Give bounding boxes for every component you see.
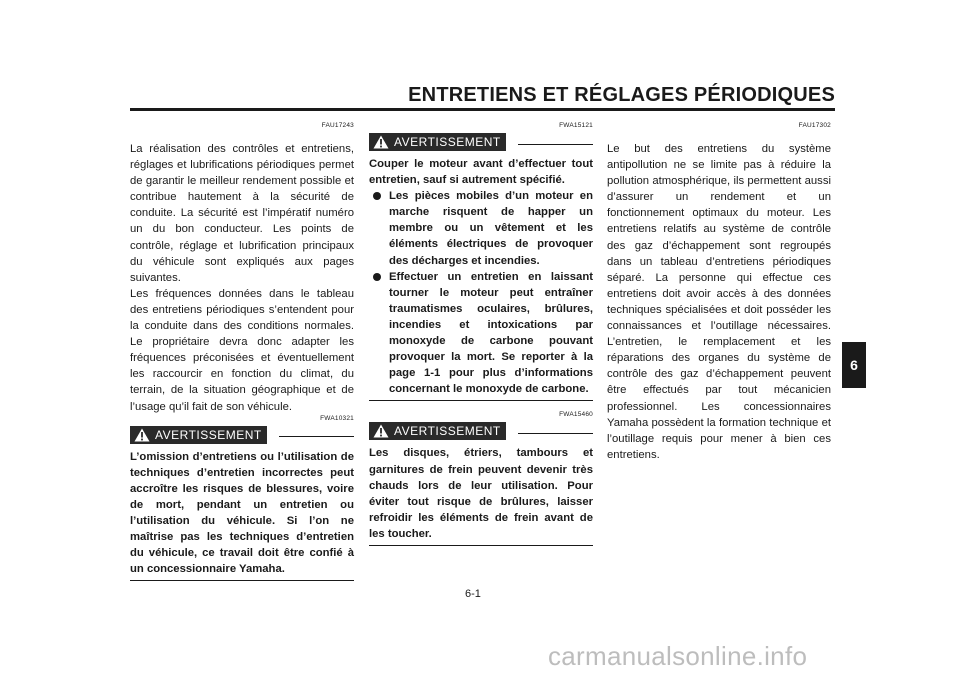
bullet-dot-icon bbox=[373, 273, 381, 281]
warning-triangle-icon bbox=[373, 135, 389, 149]
page-number: 6-1 bbox=[465, 588, 481, 600]
reference-code: FAU17302 bbox=[798, 122, 831, 129]
warning-triangle-icon bbox=[134, 428, 150, 442]
warning-end-rule bbox=[369, 400, 593, 401]
warning-bullet-list bbox=[369, 188, 593, 397]
body-paragraph: La réalisation des contrôles et entretiens, réglages et lubrifications périodiques permet de garantir le meilleur rendement possible et contribue hautement à la sécurité de conduite. La sécurité est l’impératif numéro un du bon conducteur. Les points de contrôle, réglage et lubrification principaux du véhicule sont expliqués aux pages suivantes. bbox=[130, 143, 354, 284]
warning-code: FWA10321 bbox=[320, 414, 354, 422]
warning-label: AVERTISSEMENT bbox=[155, 427, 262, 442]
warning-label: AVERTISSEMENT bbox=[394, 135, 501, 149]
warning-badge bbox=[369, 422, 506, 440]
column-right bbox=[607, 122, 831, 463]
header-rule bbox=[130, 108, 835, 111]
warning-block bbox=[369, 132, 593, 401]
chapter-tab: 6 bbox=[842, 342, 866, 388]
warning-rule bbox=[518, 433, 593, 434]
warning-triangle-icon bbox=[373, 424, 389, 438]
watermark-text: carmanualsonline.info bbox=[548, 641, 808, 671]
warning-text: L’omission d’entretiens ou l’utilisation de techniques d’entretien incorrectes peut accroître les risques de blessures, voire de mort, pendant un entretien ou l’utilisation du véhicule. Si l’on ne maîtrise pas les techniques d’entretien du véhicule, ce travail doit être confié à un concessionnaire Yamaha. bbox=[130, 450, 354, 576]
warning-rule bbox=[518, 144, 593, 145]
column-left bbox=[130, 122, 354, 581]
warning-block bbox=[130, 425, 354, 582]
body-paragraph: Le but des entretiens du système antipollution ne se limite pas à réduire la pollution atmosphérique, ils permettent aussi d’assurer un rendement et un fonctionnement optimaux du moteur. Les entretiens relatifs au système de contrôle des gaz d’échappement sont regroupés dans un tableau d’entretiens périodiques séparé. La personne qui effectue ces entretiens doit avoir accès à des données techniques spécialisées et doit posséder les connaissances et l’outillage nécessaires. L’entretien, le remplacement et les réparations des organes du système de contrôle des gaz d’échappement peuvent être effectués par tout mécanicien professionnel. Les concessionnaires Yamaha possèdent la formation technique et l’outillage requis pour mener à bien ces entretiens. bbox=[607, 143, 831, 461]
bullet-dot-icon bbox=[373, 192, 381, 200]
list-item-text: Les pièces mobiles d’un moteur en marche risquent de happer un membre ou un vêtement et les éléments électriques de provoquer des décharges et incendies. bbox=[389, 190, 593, 267]
page-header-title: ENTRETIENS ET RÉGLAGES PÉRIODIQUES bbox=[408, 84, 835, 106]
warning-badge bbox=[130, 426, 267, 444]
warning-code: FWA15121 bbox=[559, 122, 593, 129]
warning-label: AVERTISSEMENT bbox=[394, 424, 501, 439]
list-item bbox=[369, 188, 593, 268]
warning-badge bbox=[369, 133, 506, 151]
warning-intro: Couper le moteur avant d’effectuer tout entretien, sauf si autrement spécifié. bbox=[369, 158, 593, 187]
column-middle bbox=[369, 122, 593, 546]
warning-block bbox=[369, 421, 593, 546]
warning-end-rule bbox=[369, 545, 593, 546]
warning-code: FWA15460 bbox=[559, 411, 593, 419]
warning-end-rule bbox=[130, 580, 354, 581]
list-item-text: Effectuer un entretien en laissant tourner le moteur peut entraîner traumatismes oculaires, brûlures, incendies et intoxications par monoxyde de carbone pouvant provoquer la mort. Se reporter à la page 1-1 pour plus d’informations concernant le monoxyde de carbone. bbox=[389, 270, 593, 396]
warning-rule bbox=[279, 436, 354, 437]
warning-text: Les disques, étriers, tambours et garnitures de frein peuvent devenir très chauds lors de leur utilisation. Pour éviter tout risque de brûlures, laisser refroidir les éléments de frein avant de les toucher. bbox=[369, 447, 593, 540]
body-paragraph: Les fréquences données dans le tableau des entretiens périodiques s’entendent pour la conduite dans des conditions normales. Le propriétaire devra donc adapter les fréquences préconisées et éventuellement les raccourcir en fonction du climat, du terrain, de la situation géographique et de l’usage qu’il fait de son véhicule. bbox=[130, 287, 354, 413]
list-item bbox=[369, 269, 593, 398]
reference-code: FAU17243 bbox=[321, 122, 354, 129]
